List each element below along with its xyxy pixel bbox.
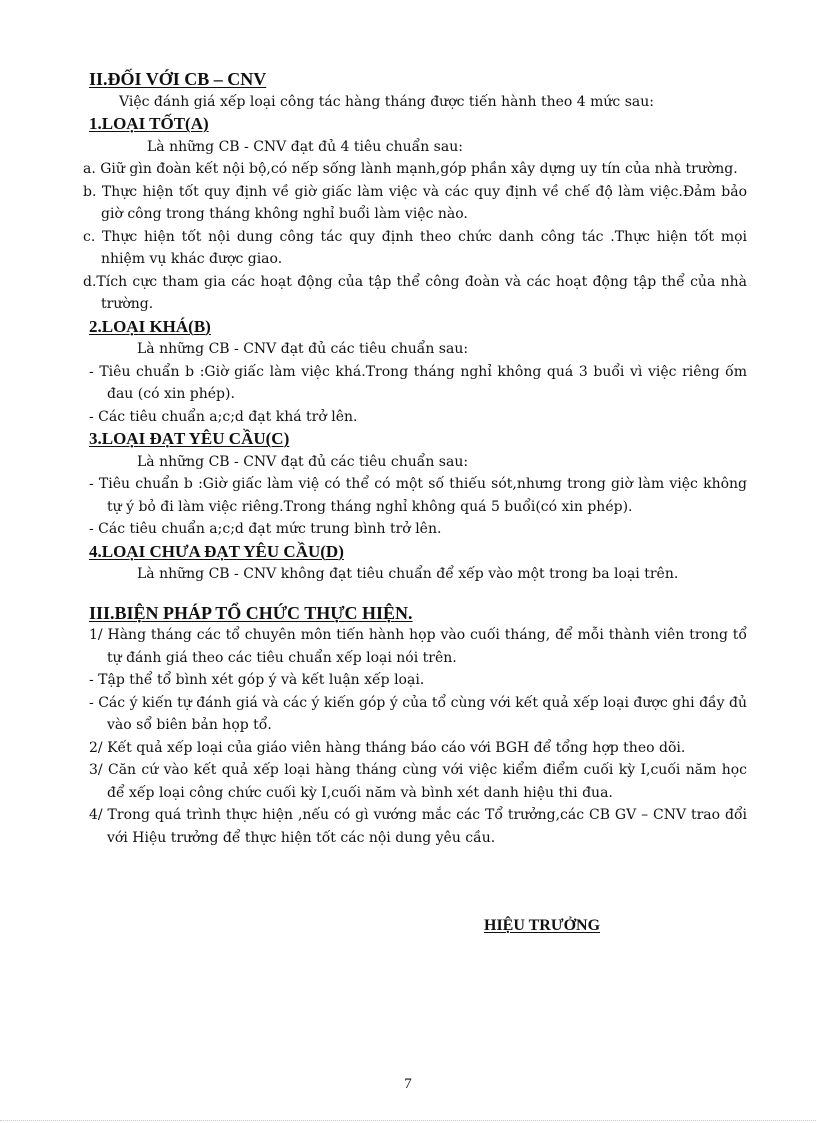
signature-title: HIỆU TRƯỞNG [484,917,601,934]
loai-c-intro: Là những CB - CNV đạt đủ các tiêu chuẩn sau: [137,453,469,470]
loai-a-intro: Là những CB - CNV đạt đủ 4 tiêu chuẩn sau: [147,138,463,155]
loai-b-heading: 2.LOẠI KHÁ(B) [89,316,211,336]
section-3-item: 4/ Trong quá trình thực hiện ,nếu có gì vướng mắc các Tổ trưởng,các CB GV – CNV trao đổi với Hiệu trưởng để thực hiện tốt các nội dung yêu cầu. [89,807,747,846]
section-spacer [89,586,747,602]
document-body [83,68,747,849]
loai-d-intro: Là những CB - CNV không đạt tiêu chuẩn để xếp vào một trong ba loại trên. [137,566,679,582]
loai-a-item-c: c. Thực hiện tốt nội dung công tác quy định theo chức danh công tác .Thực hiện tốt mọi nhiệm vụ khác được giao. [83,228,747,267]
loai-c-item: - Tiêu chuẩn b :Giờ giấc làm việ có thể có một số thiếu sót,nhưng trong giờ làm việc không tự ý bỏ đi làm việc riêng.Trong tháng nghỉ không quá 5 buổi(có xin phép). [89,476,747,515]
section-2-heading: II.ĐỐI VỚI CB – CNV [89,69,267,89]
section-3-item: 1/ Hàng tháng các tổ chuyên môn tiến hành họp vào cuối tháng, để mỗi thành viên trong tổ tự đánh giá theo các tiêu chuẩn xếp loại nói trên. [89,627,747,666]
section-3-heading: III.BIỆN PHÁP TỔ CHỨC THỰC HIỆN. [89,602,413,623]
page-number: 7 [404,1076,412,1092]
loai-b-intro: Là những CB - CNV đạt đủ các tiêu chuẩn sau: [137,341,469,357]
section-3-item: - Tập thể tổ bình xét góp ý và kết luận xếp loại. [89,672,425,688]
section-3-item: - Các ý kiến tự đánh giá và các ý kiến góp ý của tổ cùng với kết quả xếp loại được ghi đầy đủ vào sổ biên bản họp tổ. [89,694,747,733]
loai-a-item-d: d.Tích cực tham gia các hoạt động của tập thể công đoàn và các hoạt động tập thể của nhà trường. [83,273,747,312]
loai-c-item: - Các tiêu chuẩn a;c;d đạt mức trung bình trở lên. [89,521,442,537]
section-3-item: 3/ Căn cứ vào kết quả xếp loại hàng tháng cùng với việc kiểm điểm cuối kỳ I,cuối năm học để xếp loại công chức cuối kỳ I,cuối năm và bình xét danh hiệu thi đua. [89,762,747,801]
loai-b-item: - Tiêu chuẩn b :Giờ giấc làm việc khá.Trong tháng nghỉ không quá 3 buổi vì việc riêng ốm đau (có xin phép). [89,363,747,402]
loai-a-item-a: a. Giữ gìn đoàn kết nội bộ,có nếp sống lành mạnh,góp phần xây dựng uy tín của nhà trường. [83,161,738,177]
page-bottom-divider [0,1120,816,1121]
loai-c-heading: 3.LOẠI ĐẠT YÊU CẦU(C) [89,429,290,448]
loai-a-heading: 1.LOẠI TỐT(A) [89,114,209,133]
section-3-item: 2/ Kết quả xếp loại của giáo viên hàng tháng báo cáo với BGH để tổng hợp theo dõi. [89,739,686,756]
section-2-intro: Việc đánh giá xếp loại công tác hàng tháng được tiến hành theo 4 mức sau: [119,93,654,110]
loai-a-item-b: b. Thực hiện tốt quy định về giờ giấc làm việc và các quy định về chế độ làm việc.Đảm bảo giờ công trong tháng không nghỉ buổi làm việc nào. [83,183,747,222]
loai-b-item: - Các tiêu chuẩn a;c;d đạt khá trở lên. [89,408,358,425]
loai-d-heading: 4.LOẠI CHƯA ĐẠT YÊU CẦU(D) [89,541,344,561]
